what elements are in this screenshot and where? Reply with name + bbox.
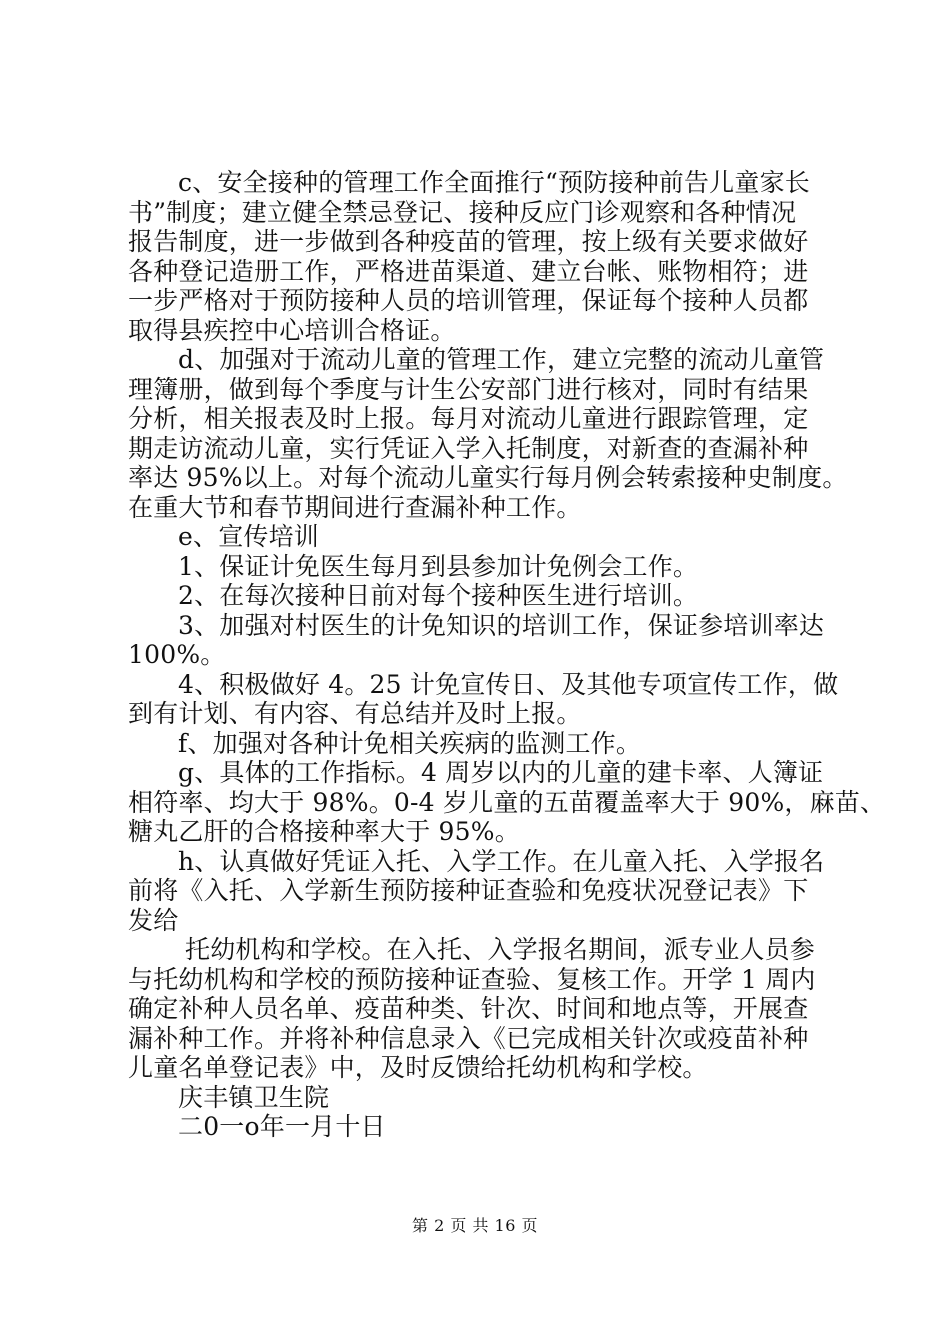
page-footer: 第 2 页 共 16 页 [412,1216,538,1235]
paragraph-line: 理簿册，做到每个季度与计生公安部门进行核对，同时有结果 [128,374,809,404]
paragraph-line: d、加强对于流动儿童的管理工作，建立完整的流动儿童管 [178,345,825,374]
list-item: 4、积极做好 4。25 计免宣传日、及其他专项宣传工作，做 [178,669,839,699]
paragraph-line: 一步严格对于预防接种人员的培训管理，保证每个接种人员都 [128,286,809,315]
paragraph-line: 率达 95%以上。对每个流动儿童实行每月例会转索接种史制度。 [128,463,848,492]
paragraph-line: 各种登记造册工作，严格进苗渠道、建立台帐、账物相符；进 [128,256,809,286]
list-item: 1、保证计免医生每月到县参加计免例会工作。 [178,551,699,581]
paragraph-line: 到有计划、有内容、有总结并及时上报。 [128,699,582,728]
paragraph-line: 与托幼机构和学校的预防接种证查验、复核工作。开学 1 周内 [128,964,816,994]
paragraph-line: c、安全接种的管理工作全面推行“预防接种前告儿童家长 [178,168,810,197]
paragraph-line: 漏补种工作。并将补种信息录入《已完成相关针次或疫苗补种 [128,1023,809,1053]
paragraph-line: h、认真做好凭证入托、入学工作。在儿童入托、入学报名 [178,846,825,876]
paragraph-line: 期走访流动儿童，实行凭证入学入托制度，对新查的查漏补种 [128,433,809,463]
paragraph-line: 取得县疾控中心培训合格证。 [128,315,456,345]
paragraph-line: 发给 [128,905,179,935]
paragraph-line: 分析，相关报表及时上报。每月对流动儿童进行跟踪管理，定 [128,404,809,433]
paragraph-line: 书”制度；建立健全禁忌登记、接种反应门诊观察和各种情况 [128,197,797,227]
paragraph-line: 儿童名单登记表》中，及时反馈给托幼机构和学校。 [128,1053,708,1082]
section-heading: e、宣传培训 [178,522,319,551]
paragraph-line: 报告制度，进一步做到各种疫苗的管理，按上级有关要求做好 [128,227,809,256]
paragraph-line: f、加强对各种计免相关疾病的监测工作。 [178,728,642,758]
document-body [128,168,886,1142]
list-item: 2、在每次接种日前对每个接种医生进行培训。 [178,581,699,610]
paragraph-line: g、具体的工作指标。4 周岁以内的儿童的建卡率、人簿证 [178,758,824,787]
paragraph-line: 糖丸乙肝的合格接种率大于 95%。 [128,817,520,846]
paragraph-line: 100%。 [128,640,226,669]
paragraph-line: 托幼机构和学校。在入托、入学报名期间，派专业人员参 [185,935,816,964]
list-item: 3、加强对村医生的计免知识的培训工作，保证参培训率达 [178,610,825,640]
paragraph-line: 确定补种人员名单、疫苗种类、针次、时间和地点等，开展查 [128,994,809,1023]
signature-date: 二0一o年一月十日 [178,1112,386,1141]
paragraph-line: 前将《入托、入学新生预防接种证查验和免疫状况登记表》下 [128,876,809,905]
signature-organization: 庆丰镇卫生院 [178,1082,330,1112]
paragraph-line: 相符率、均大于 98%。0-4 岁儿童的五苗覆盖率大于 90%，麻苗、 [128,787,886,817]
paragraph-line: 在重大节和春节期间进行查漏补种工作。 [128,492,582,522]
